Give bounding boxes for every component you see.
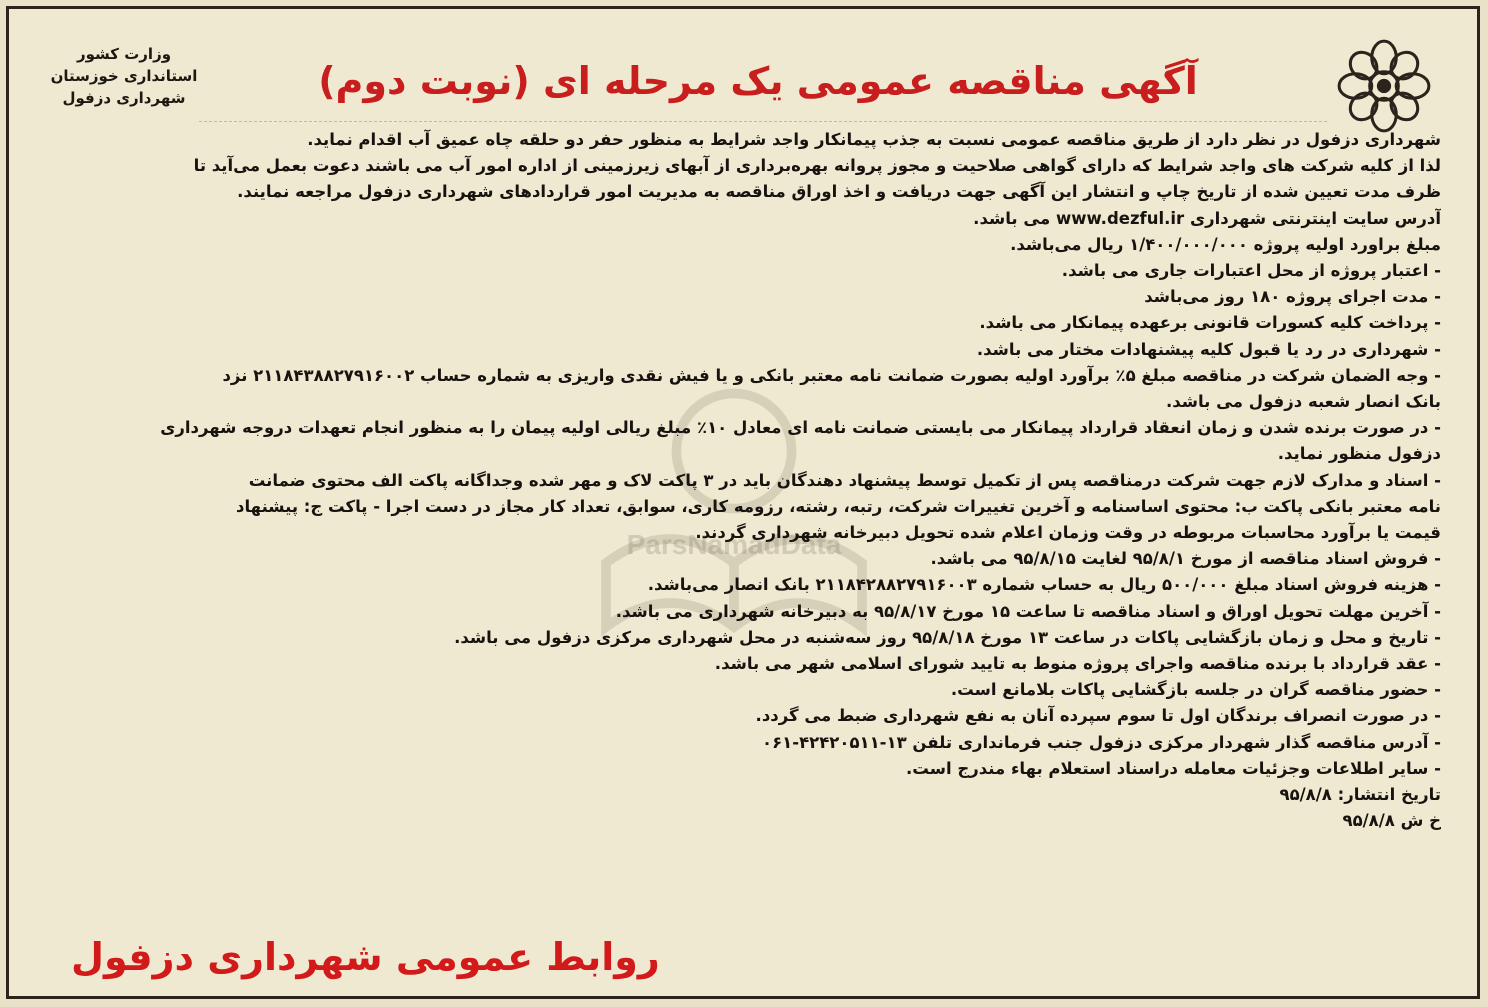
body-line: - وجه الضمان شرکت در مناقصه مبلغ ۵٪ برآورد اولیه بصورت ضمانت نامه معتبر بانکی و یا فیش نقدی واریزی به شماره حساب ۲۱۱۸۴۳۸۸۲۷۹۱۶۰۰۲ نزد [222, 365, 1441, 385]
body-line: - پرداخت کلیه کسورات قانونی برعهده پیمانکار می باشد. [979, 313, 1441, 333]
reference-code: خ ش ۹۵/۸/۸ [1342, 811, 1441, 831]
publish-date: تاریخ انتشار: ۹۵/۸/۸ [1279, 785, 1441, 805]
body-line: دزفول منظور نماید. [1277, 444, 1441, 464]
body-line: - در صورت برنده شدن و زمان انعقاد قرارداد پیمانکار می بایستی ضمانت نامه ای معادل ۱۰٪ مبلغ ریالی اولیه پیمان را به منظور انجام تعهدات دروجه شهرداری [160, 418, 1441, 438]
body-line: - آدرس مناقصه گذار شهردار مرکزی دزفول جنب فرمانداری تلفن ۱۳-۴۲۴۲۰۵۱۱-۰۶۱ [762, 732, 1441, 752]
body-line: نامه معتبر بانکی پاکت ب: محتوی اساسنامه و آخرین تغییرات شرکت، رتبه، رشته، رزومه کاری، سوابق، تعداد کار مجاز در دست اجرا - پاکت ج: پیشنهاد [236, 496, 1441, 516]
body-line: - در صورت انصراف برندگان اول تا سوم سپرده آنان به نفع شهرداری ضبط می گردد. [755, 706, 1441, 726]
body-line: - تاریخ و محل و زمان بازگشایی پاکات در ساعت ۱۳ مورخ ۹۵/۸/۱۸ روز سه‌شنبه در محل شهرداری مرکزی دزفول می باشد. [454, 627, 1441, 647]
ministry-line: استانداری خوزستان [50, 67, 198, 85]
body-line: - اعتبار پروژه از محل اعتبارات جاری می باشد. [1061, 261, 1441, 281]
public-relations-signature: روابط عمومی شهرداری دزفول [71, 935, 660, 979]
body-line: مبلغ براورد اولیه پروژه ۱/۴۰۰/۰۰۰/۰۰۰ ریال می‌باشد. [1010, 234, 1441, 254]
body-line: - فروش اسناد مناقصه از مورخ ۹۵/۸/۱ لغایت ۹۵/۸/۱۵ می باشد. [930, 549, 1441, 569]
body-line: - مدت اجرای پروژه ۱۸۰ روز می‌باشد [1144, 287, 1441, 307]
body-line: قیمت یا برآورد محاسبات مربوطه در وقت وزمان اعلام شده تحویل دبیرخانه شهرداری گردند. [695, 523, 1441, 543]
notice-title: آگهی مناقصه عمومی یک مرحله ای (نوبت دوم) [318, 59, 1198, 103]
body-line: - آخرین مهلت تحویل اوراق و اسناد مناقصه تا ساعت ۱۵ مورخ ۹۵/۸/۱۷ به دبیرخانه شهرداری می باشد. [615, 601, 1441, 621]
newspaper-clipping [6, 6, 1480, 999]
body-line: آدرس سایت اینترنتی شهرداری www.dezful.ir می باشد. [973, 208, 1441, 228]
body-line: بانک انصار شعبه دزفول می باشد. [1165, 392, 1441, 412]
ministry-line: شهرداری دزفول [62, 89, 186, 107]
body-line: لذا از کلیه شرکت های واجد شرایط که دارای گواهی صلاحیت و مجوز پروانه بهره‌برداری از آبهای زیرزمینی از اداره امور آب می باشند دعوت بعمل می‌آید تا [193, 156, 1441, 176]
body-line: - هزینه فروش اسناد مبلغ ۵۰۰/۰۰۰ ریال به حساب شماره ۲۱۱۸۴۲۸۸۲۷۹۱۶۰۰۳ بانک انصار می‌باشد. [647, 575, 1441, 595]
title-divider [199, 121, 1327, 122]
ministry-header [49, 43, 199, 109]
body-line: - شهرداری در رد یا قبول کلیه پیشنهادات مختار می باشد. [976, 339, 1441, 359]
body-line: - سایر اطلاعات وجزئیات معامله دراسناد استعلام بهاء مندرج است. [905, 758, 1441, 778]
watermark-text: ParsNamadData [626, 529, 842, 560]
body-line: - حضور مناقصه گران در جلسه بازگشایی پاکات بلامانع است. [950, 680, 1441, 700]
ministry-line: وزارت کشور [76, 45, 172, 63]
body-line: ظرف مدت تعیین شده از تاریخ چاپ و انتشار این آگهی جهت دریافت و اخذ اوراق مناقصه به مدیریت امور قراردادهای شهرداری دزفول مراجعه نمایند. [237, 182, 1441, 202]
notice-body [55, 127, 1441, 834]
body-line: شهرداری دزفول در نظر دارد از طریق مناقصه عمومی نسبت به جذب پیمانکار واجد شرایط به منظور حفر دو حلقه چاه عمیق آب اقدام نماید. [307, 130, 1441, 149]
body-line: - اسناد و مدارک لازم جهت شرکت درمناقصه پس از تکمیل توسط پیشنهاد دهندگان باید در ۳ پاکت لاک و مهر شده وجداگانه پاکت الف محتوی ضمانت [248, 470, 1441, 490]
body-line: - عقد قرارداد با برنده مناقصه واجرای پروژه منوط به تایید شورای اسلامی شهر می باشد. [714, 654, 1441, 674]
municipality-flower-emblem-icon [1333, 35, 1435, 137]
